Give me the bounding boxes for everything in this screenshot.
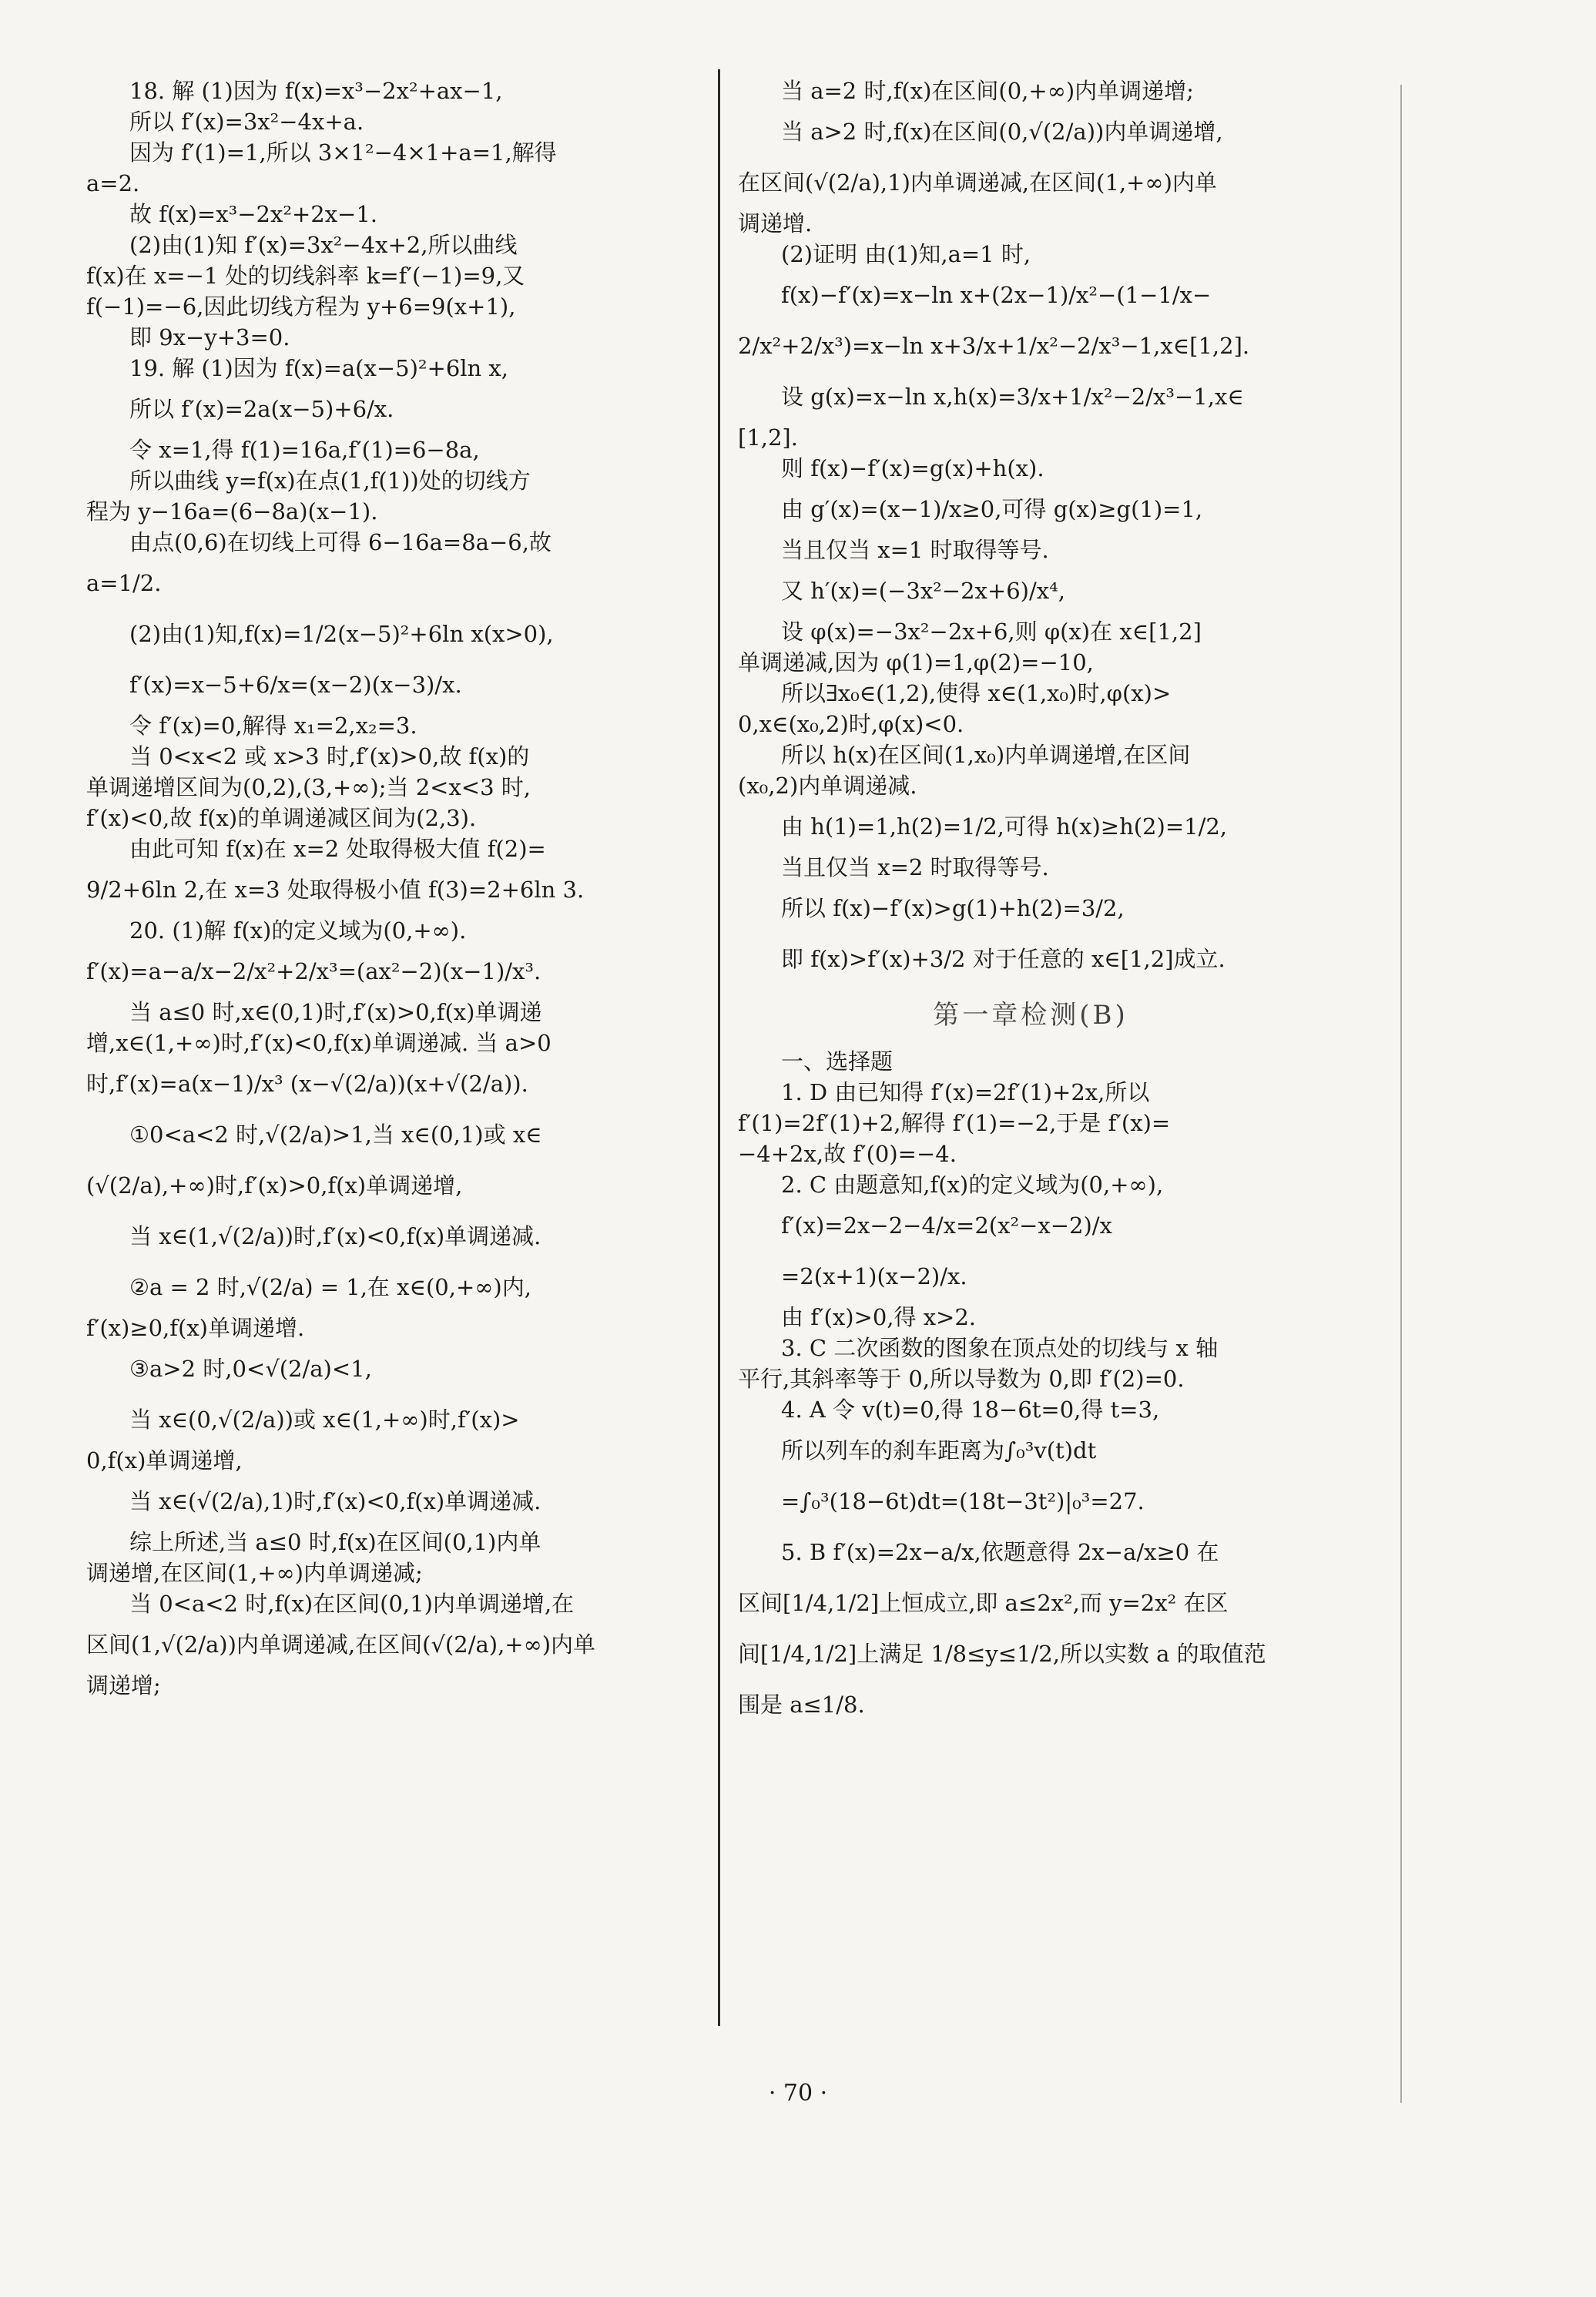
text-line: 由 f′(x)>0,得 x>2. [781, 1304, 977, 1330]
page-number: · 70 · [768, 2080, 828, 2107]
text-line: 18. 解 (1)因为 f(x)=x³−2x²+ax−1, [129, 78, 503, 104]
text-line: (2)由(1)知,f(x)=1/2(x−5)²+6ln x(x>0), [129, 621, 554, 647]
left-column [86, 75, 712, 1701]
text-line: 综上所述,当 a≤0 时,f(x)在区间(0,1)内单 [129, 1529, 542, 1555]
text-line: 2/x²+2/x³)=x−ln x+3/x+1/x²−2/x³−1,x∈[1,2]. [738, 333, 1250, 359]
text-line: f′(x)=a−a/x−2/x²+2/x³=(ax²−2)(x−1)/x³. [86, 958, 542, 984]
text-line: 围是 a≤1/8. [738, 1692, 865, 1718]
text-line: 当 0<a<2 时,f(x)在区间(0,1)内单调递增,在 [129, 1591, 575, 1617]
text-line: 所以 h(x)在区间(1,x₀)内单调递增,在区间 [781, 742, 1191, 768]
text-line: ②a = 2 时,√(2/a) = 1,在 x∈(0,+∞)内, [129, 1274, 531, 1300]
section-title: 第一章检测(B) [933, 1000, 1128, 1031]
text-line: 一、选择题 [781, 1048, 894, 1075]
text-line: 20. (1)解 f(x)的定义域为(0,+∞). [129, 917, 467, 944]
text-line: f′(x)=x−5+6/x=(x−2)(x−3)/x. [129, 672, 462, 698]
text-line: 当且仅当 x=2 时取得等号. [781, 854, 1049, 880]
right-column [738, 75, 1323, 1730]
text-line: (x₀,2)内单调递减. [738, 773, 917, 799]
text-line: 2. C 由题意知,f(x)的定义域为(0,+∞), [781, 1172, 1164, 1198]
text-line: 当 a>2 时,f(x)在区间(0,√(2/a))内单调递增, [781, 119, 1223, 145]
text-line: 当 x∈(1,√(2/a))时,f′(x)<0,f(x)单调递减. [129, 1223, 542, 1249]
text-line: 又 h′(x)=(−3x²−2x+6)/x⁴, [781, 578, 1065, 604]
text-line: f(x)在 x=−1 处的切线斜率 k=f′(−1)=9,又 [86, 263, 525, 289]
text-line: 令 f′(x)=0,解得 x₁=2,x₂=3. [129, 713, 417, 739]
text-line: a=2. [86, 170, 140, 196]
text-line: 单调递增区间为(0,2),(3,+∞);当 2<x<3 时, [86, 774, 531, 800]
text-line: 所以 f′(x)=3x²−4x+a. [129, 109, 364, 135]
text-line: (2)证明 由(1)知,a=1 时, [781, 241, 1031, 267]
text-line: f(−1)=−6,因此切线方程为 y+6=9(x+1), [86, 293, 516, 320]
text-line: 当 x∈(0,√(2/a))或 x∈(1,+∞)时,f′(x)> [129, 1407, 520, 1433]
text-line: 9/2+6ln 2,在 x=3 处取得极小值 f(3)=2+6ln 3. [86, 877, 585, 903]
text-line: 即 9x−y+3=0. [129, 324, 290, 350]
multiple-choice-answers [738, 1046, 1323, 1730]
text-line: 当 x∈(√(2/a),1)时,f′(x)<0,f(x)单调递减. [129, 1488, 542, 1514]
text-line: 5. B f′(x)=2x−a/x,依题意得 2x−a/x≥0 在 [781, 1539, 1219, 1565]
text-line: f′(x)<0,故 f(x)的单调递减区间为(2,3). [86, 805, 477, 831]
text-line: =∫₀³(18−6t)dt=(18t−3t²)|₀³=27. [781, 1488, 1145, 1514]
text-line: 令 x=1,得 f(1)=16a,f′(1)=6−8a, [129, 437, 480, 463]
text-line: 由点(0,6)在切线上可得 6−16a=8a−6,故 [129, 529, 552, 555]
text-line: 当 a=2 时,f(x)在区间(0,+∞)内单调递增; [781, 78, 1194, 104]
text-line: 当 a≤0 时,x∈(0,1)时,f′(x)>0,f(x)单调递 [129, 999, 542, 1025]
text-line: 在区间(√(2/a),1)内单调递减,在区间(1,+∞)内单 [738, 169, 1217, 196]
text-line: f′(1)=2f′(1)+2,解得 f′(1)=−2,于是 f′(x)= [738, 1110, 1171, 1136]
text-line: ①0<a<2 时,√(2/a)>1,当 x∈(0,1)或 x∈ [129, 1122, 542, 1148]
text-line: 当 0<x<2 或 x>3 时,f′(x)>0,故 f(x)的 [129, 743, 530, 770]
text-line: 平行,其斜率等于 0,所以导数为 0,即 f′(2)=0. [738, 1366, 1185, 1392]
text-line: 增,x∈(1,+∞)时,f′(x)<0,f(x)单调递减. 当 a>0 [86, 1030, 552, 1056]
text-line: ③a>2 时,0<√(2/a)<1, [129, 1356, 372, 1382]
text-line: 间[1/4,1/2]上满足 1/8≤y≤1/2,所以实数 a 的取值范 [738, 1641, 1266, 1667]
text-line: 所以列车的刹车距离为∫₀³v(t)dt [781, 1437, 1097, 1464]
text-line: 1. D 由已知得 f′(x)=2f′(1)+2x,所以 [781, 1079, 1150, 1105]
text-line: 3. C 二次函数的图象在顶点处的切线与 x 轴 [781, 1335, 1219, 1361]
text-line: f′(x)=2x−2−4/x=2(x²−x−2)/x [781, 1212, 1112, 1239]
text-line: 所以∃x₀∈(1,2),使得 x∈(1,x₀)时,φ(x)> [781, 680, 1172, 706]
text-line: 设 φ(x)=−3x²−2x+6,则 φ(x)在 x∈[1,2] [781, 619, 1202, 645]
text-line: 调递增,在区间(1,+∞)内单调递减; [86, 1560, 423, 1586]
solution-20-continued [738, 75, 1323, 984]
text-line: 由此可知 f(x)在 x=2 处取得极大值 f(2)= [129, 836, 546, 862]
text-line: 故 f(x)=x³−2x²+2x−1. [129, 201, 378, 227]
text-line: (√(2/a),+∞)时,f′(x)>0,f(x)单调递增, [86, 1172, 463, 1199]
text-line: −4+2x,故 f′(0)=−4. [738, 1141, 957, 1167]
text-line: 所以 f′(x)=2a(x−5)+6/x. [129, 396, 394, 422]
text-line: 则 f(x)−f′(x)=g(x)+h(x). [781, 455, 1044, 481]
text-line: 0,f(x)单调递增, [86, 1447, 243, 1474]
text-line: 当且仅当 x=1 时取得等号. [781, 537, 1049, 563]
text-line: 程为 y−16a=(6−8a)(x−1). [86, 498, 378, 525]
text-line: f′(x)≥0,f(x)单调递增. [86, 1315, 305, 1341]
text-line: 因为 f′(1)=1,所以 3×1²−4×1+a=1,解得 [129, 139, 557, 166]
text-line: 单调递减,因为 φ(1)=1,φ(2)=−10, [738, 649, 1094, 676]
text-line: 调递增; [86, 1672, 161, 1698]
text-line: (2)由(1)知 f′(x)=3x²−4x+2,所以曲线 [129, 232, 518, 258]
text-line: 时,f′(x)=a(x−1)/x³ (x−√(2/a))(x+√(2/a)). [86, 1071, 528, 1097]
scan-edge [1400, 85, 1402, 2103]
text-line: 区间[1/4,1/2]上恒成立,即 a≤2x²,而 y=2x² 在区 [738, 1590, 1229, 1616]
text-line: =2(x+1)(x−2)/x. [781, 1263, 967, 1289]
text-line: 区间(1,√(2/a))内单调递减,在区间(√(2/a),+∞)内单 [86, 1631, 596, 1658]
text-line: 所以曲线 y=f(x)在点(1,f(1))处的切线方 [129, 468, 531, 494]
text-line: [1,2]. [738, 424, 798, 451]
text-line: 即 f(x)>f′(x)+3/2 对于任意的 x∈[1,2]成立. [781, 946, 1226, 972]
text-line: 0,x∈(x₀,2)时,φ(x)<0. [738, 711, 964, 737]
text-line: a=1/2. [86, 570, 162, 596]
text-line: 19. 解 (1)因为 f(x)=a(x−5)²+6ln x, [129, 355, 509, 381]
text-line: 调递增. [738, 210, 813, 236]
text-line: 由 g′(x)=(x−1)/x≥0,可得 g(x)≥g(1)=1, [781, 496, 1203, 522]
text-line: f(x)−f′(x)=x−ln x+(2x−1)/x²−(1−1/x− [781, 282, 1212, 308]
column-divider [718, 69, 720, 2026]
text-line: 所以 f(x)−f′(x)>g(1)+h(2)=3/2, [781, 895, 1125, 921]
text-line: 4. A 令 v(t)=0,得 18−6t=0,得 t=3, [781, 1397, 1160, 1423]
text-line: 由 h(1)=1,h(2)=1/2,可得 h(x)≥h(2)=1/2, [781, 813, 1228, 840]
text-line: 设 g(x)=x−ln x,h(x)=3/x+1/x²−2/x³−1,x∈ [781, 384, 1244, 410]
